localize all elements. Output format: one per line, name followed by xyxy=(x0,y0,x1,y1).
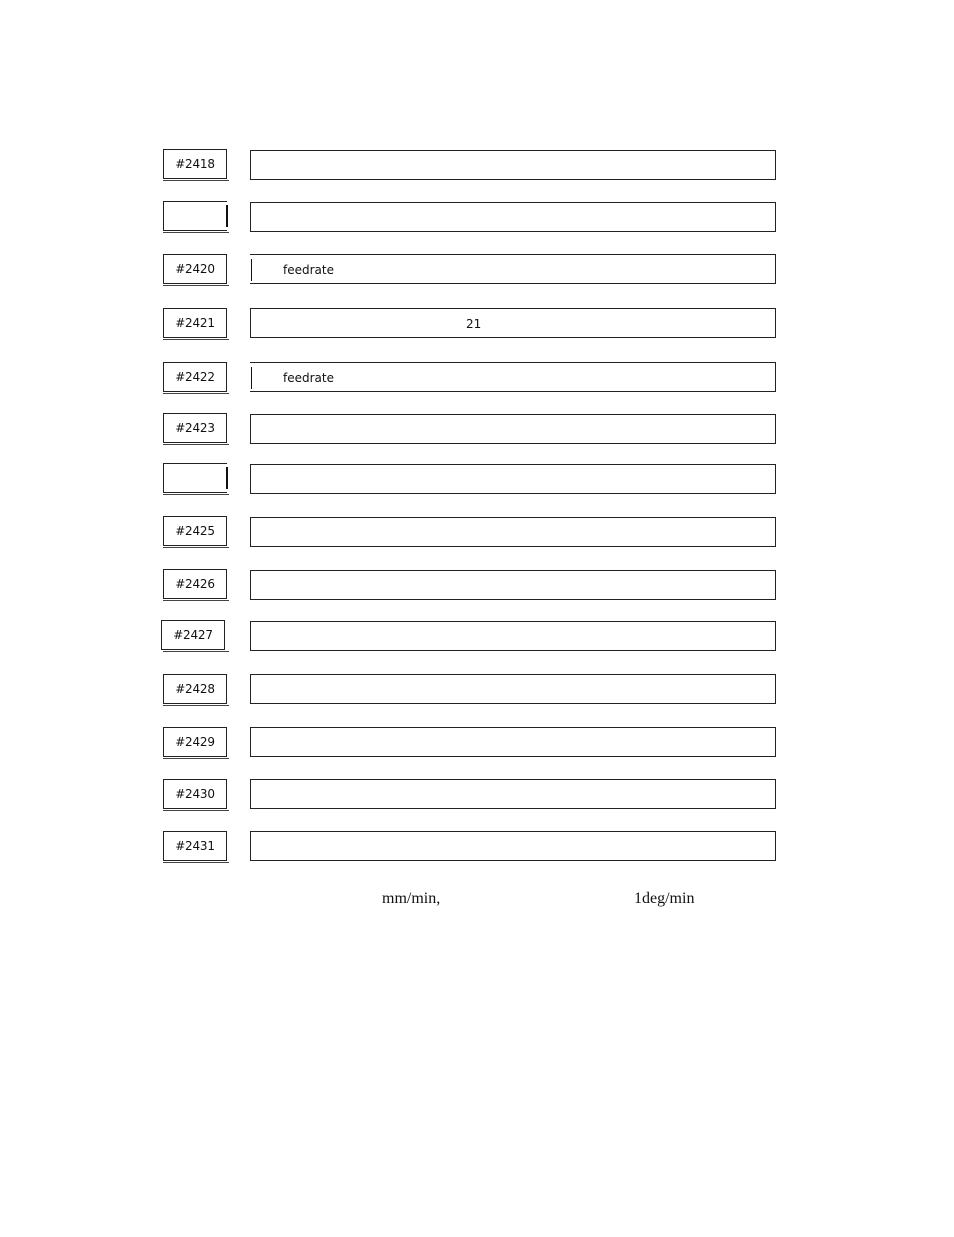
param-number-box xyxy=(163,201,227,231)
param-underline xyxy=(163,339,229,340)
param-number-box: #2422 xyxy=(163,362,227,392)
param-row xyxy=(0,727,954,761)
param-number-box: #2430 xyxy=(163,779,227,809)
param-description-box xyxy=(250,254,776,284)
param-underline xyxy=(163,862,229,863)
param-underline xyxy=(163,758,229,759)
param-row xyxy=(0,201,954,235)
param-description-box xyxy=(250,150,776,180)
param-row xyxy=(0,831,954,865)
param-description-box xyxy=(250,621,776,651)
unit-linear-text: mm/min, xyxy=(382,890,441,907)
param-row xyxy=(0,413,954,447)
param-description-box xyxy=(250,570,776,600)
param-underline xyxy=(163,547,229,548)
param-number-box: #2428 xyxy=(163,674,227,704)
param-description: 21 xyxy=(466,317,482,331)
param-number-box: #2418 xyxy=(163,149,227,179)
param-row xyxy=(0,516,954,550)
param-row xyxy=(0,362,954,396)
param-row xyxy=(0,569,954,603)
param-row xyxy=(0,779,954,813)
param-number-box: #2420 xyxy=(163,254,227,284)
param-underline xyxy=(163,232,229,233)
param-underline xyxy=(163,393,229,394)
param-row xyxy=(0,149,954,183)
param-row xyxy=(0,308,954,342)
param-underline xyxy=(163,651,229,652)
param-underline xyxy=(163,705,229,706)
param-underline xyxy=(163,600,229,601)
param-number-box: #2431 xyxy=(163,831,227,861)
param-description-box xyxy=(250,831,776,861)
param-number-box: #2421 xyxy=(163,308,227,338)
param-description-box xyxy=(250,202,776,232)
param-description-box xyxy=(250,414,776,444)
param-description-box xyxy=(250,674,776,704)
param-description-box xyxy=(250,779,776,809)
param-row xyxy=(0,620,954,654)
param-row xyxy=(0,674,954,708)
param-number-box: #2425 xyxy=(163,516,227,546)
param-number-box: #2426 xyxy=(163,569,227,599)
param-description-box xyxy=(250,727,776,757)
param-row xyxy=(0,254,954,288)
param-underline xyxy=(163,444,229,445)
param-description-box xyxy=(250,464,776,494)
param-number-box: #2427 xyxy=(161,620,225,650)
param-row xyxy=(0,463,954,497)
param-underline xyxy=(163,494,229,495)
param-description-box xyxy=(250,308,776,338)
param-description: feedrate xyxy=(283,263,334,277)
param-description-box xyxy=(250,362,776,392)
param-underline xyxy=(163,180,229,181)
param-number-box xyxy=(163,463,227,493)
param-number-box: #2423 xyxy=(163,413,227,443)
param-underline xyxy=(163,285,229,286)
param-description: feedrate xyxy=(283,371,334,385)
param-underline xyxy=(163,810,229,811)
param-number-box: #2429 xyxy=(163,727,227,757)
param-description-box xyxy=(250,517,776,547)
unit-rotary-text: 1deg/min xyxy=(634,890,695,907)
